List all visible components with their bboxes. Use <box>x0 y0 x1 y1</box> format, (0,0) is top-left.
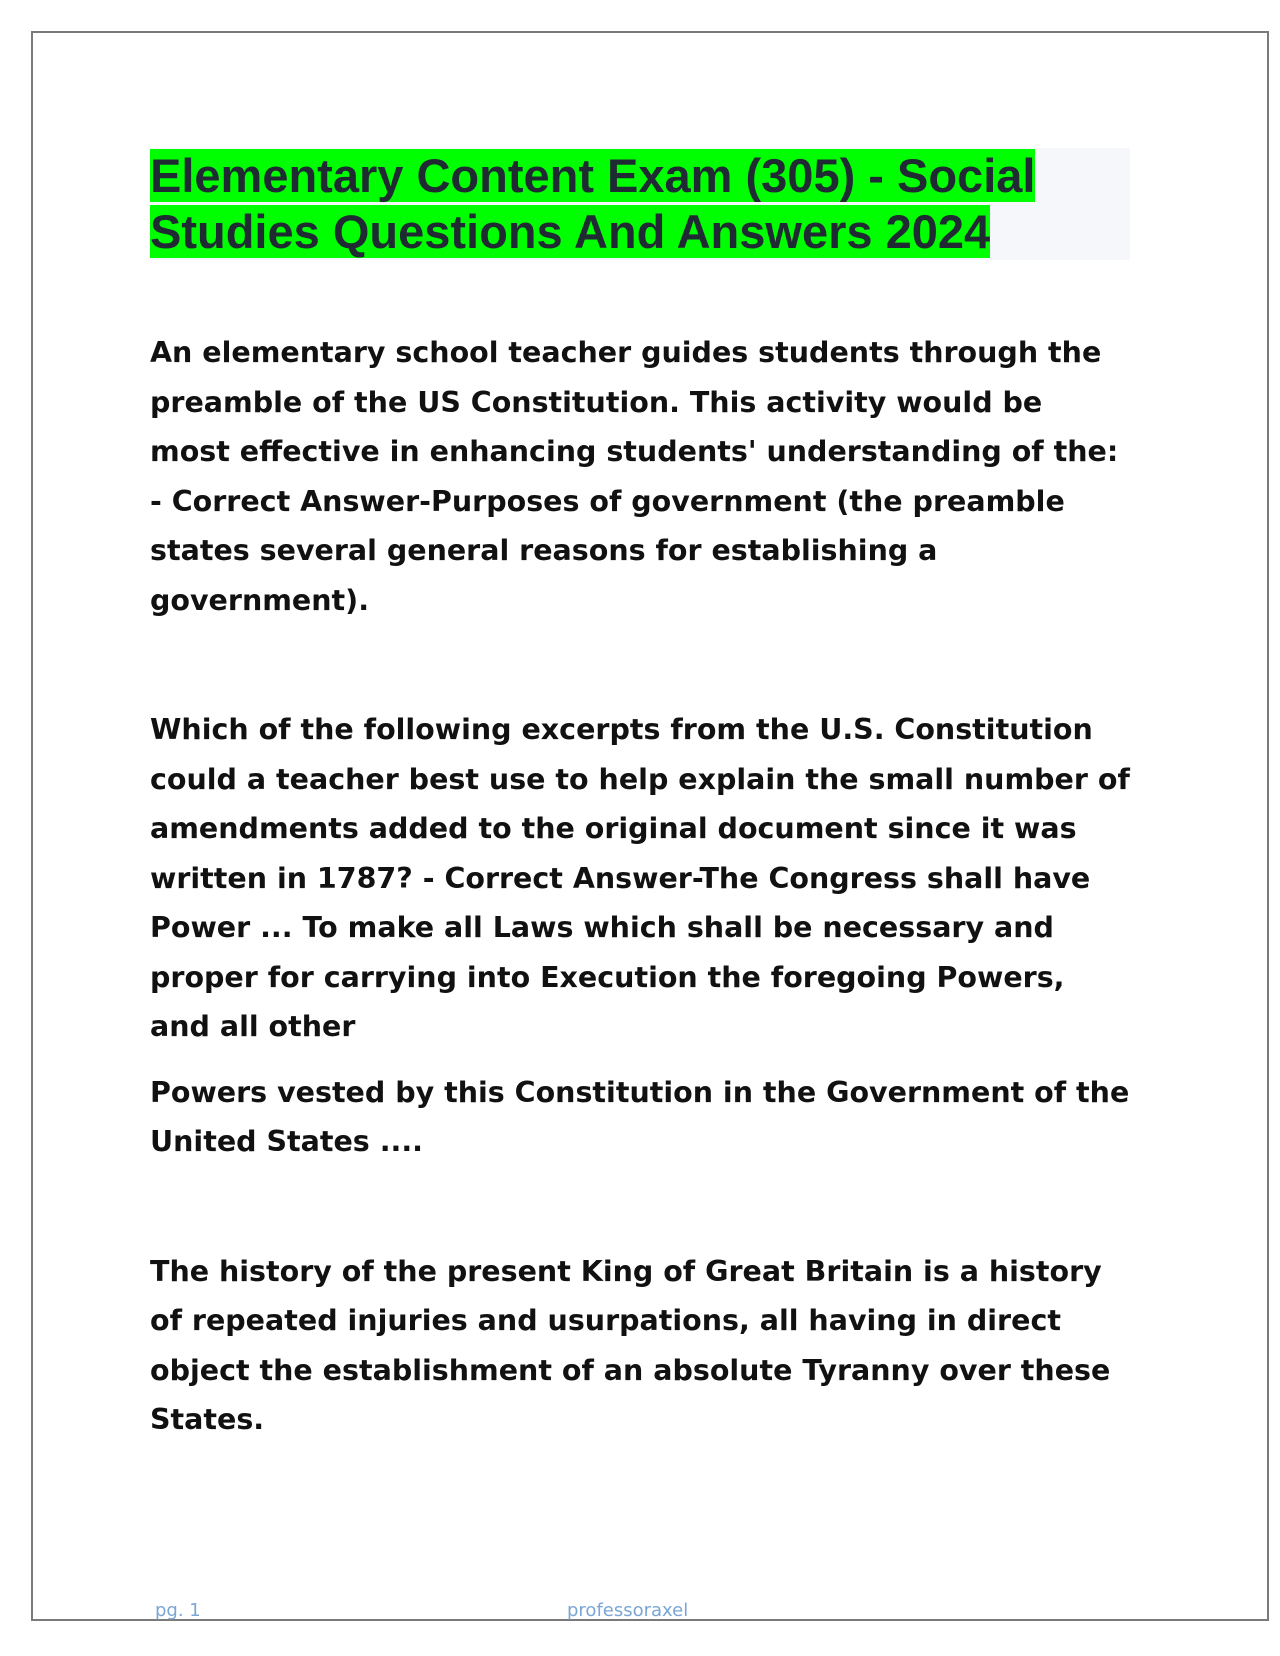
title-line-2: Studies Questions And Answers 2024 <box>150 205 991 258</box>
document-body <box>150 148 1130 1445</box>
excerpt-paragraph: The history of the present King of Great Britain is a history of repeated injuries and usurpations, all having in direct object the establishment of an absolute Tyranny over these States. <box>150 1254 1111 1436</box>
question-paragraph-2-continued: Powers vested by this Constitution in the Government of the United States .... <box>150 1075 1130 1158</box>
document-title <box>150 148 1130 260</box>
question-paragraph-2: Which of the following excerpts from the U.S. Constitution could a teacher best use to help explain the small number of amendments added to the original document since it was written in 1787? - Correct Answer-The Congress shall have Power ... To make all Laws which shall be necessary and proper for carrying into Execution the foregoing Powers, and all other <box>150 713 1130 1043</box>
footer-author: professoraxel <box>567 1600 689 1621</box>
title-line-1: Elementary Content Exam (305) - Social <box>150 149 1036 202</box>
footer-page-number: pg. 1 <box>155 1600 201 1621</box>
title-block <box>150 148 1130 260</box>
question-paragraph-1: An elementary school teacher guides students through the preamble of the US Constitution. This activity would be most effective in enhancing students' understanding of the: - Correct Answer-Purposes of government (the preamble states several general reasons for establishing a government). <box>150 336 1119 617</box>
